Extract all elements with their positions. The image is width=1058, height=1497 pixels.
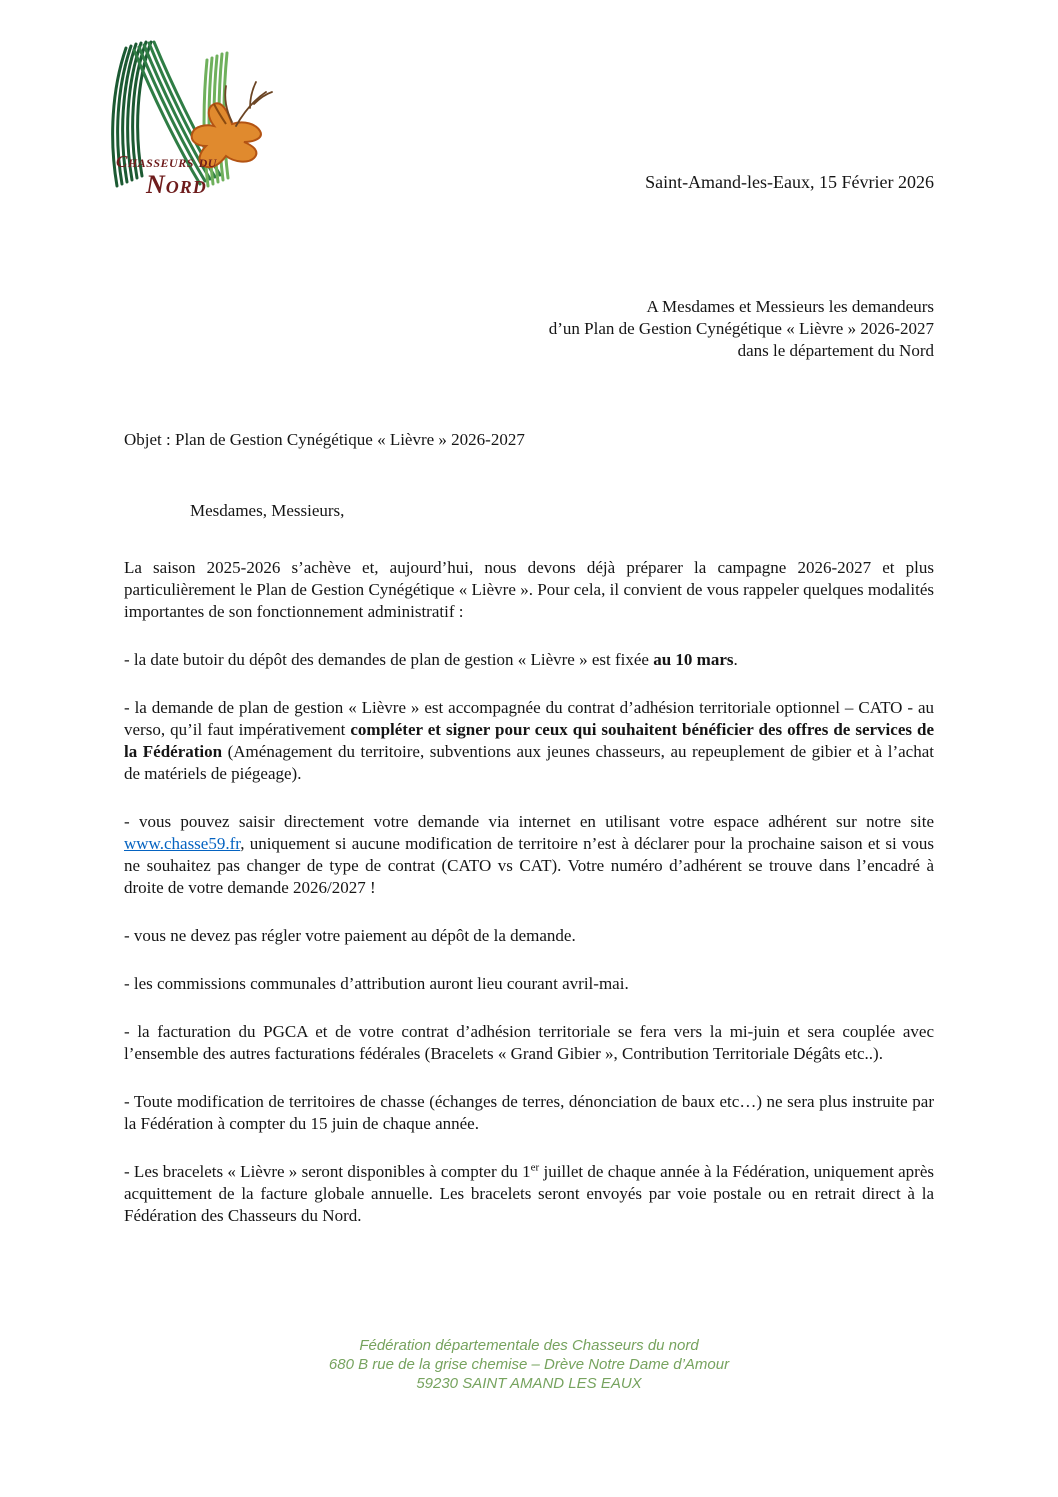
body-paragraph <box>124 1161 934 1227</box>
paragraph-text: - vous ne devez pas régler votre paiement au dépôt de la demande. <box>124 926 576 945</box>
footer-org-line: Fédération départementale des Chasseurs du nord <box>359 1337 699 1354</box>
body-paragraph <box>124 973 934 995</box>
salutation: Mesdames, Messieurs, <box>190 501 345 520</box>
paragraph-text: juillet de chaque année à la Fédération, uniquement après acquittement de la facture globale annuelle. Les bracelets seront envoyés par voie postale ou en retrait direct à la Fédération des Chasseurs du Nord. <box>124 1162 934 1225</box>
footer-address-block <box>0 1336 1058 1393</box>
paragraph-text: La saison 2025-2026 s’achève et, aujourd’hui, nous devons déjà préparer la campagne 2026-2027 et plus particulièrement le Plan de Gestion Cynégétique « Lièvre ». Pour cela, il convient de vous rappeler quelques modalités importantes de son fonctionnement administratif : <box>124 558 934 621</box>
body-paragraph <box>124 697 934 785</box>
subject-line: Objet : Plan de Gestion Cynégétique « Lièvre » 2026-2027 <box>124 430 525 449</box>
paragraph-text: - Les bracelets « Lièvre » seront disponibles à compter du 1 <box>124 1162 531 1181</box>
body-paragraph <box>124 925 934 947</box>
chasseurs-du-nord-logo <box>104 34 274 199</box>
paragraph-text: - vous pouvez saisir directement votre demande via internet en utilisant votre espace adhérent sur notre site <box>124 812 934 831</box>
paragraph-text: (Aménagement du territoire, subventions aux jeunes chasseurs, au repeuplement de gibier et à l’achat de matériels de piégeage). <box>124 742 934 783</box>
recipient-line: A Mesdames et Messieurs les demandeurs <box>646 297 934 316</box>
paragraph-text: - Toute modification de territoires de chasse (échanges de terres, dénonciation de baux etc…) ne sera plus instruite par la Fédération à compter du 15 juin de chaque année. <box>124 1092 934 1133</box>
logo-org-name-line2: Nord <box>146 170 207 199</box>
bold-text: compléter et signer pour ceux qui souhaitent bénéficier des offres de services de la Fédération <box>124 720 934 761</box>
letter-body <box>124 557 934 1253</box>
paragraph-text: - les commissions communales d’attribution auront lieu courant avril-mai. <box>124 974 629 993</box>
body-paragraph <box>124 649 934 671</box>
date-line: Saint-Amand-les-Eaux, 15 Février 2026 <box>645 172 934 192</box>
recipient-line: dans le département du Nord <box>737 341 934 360</box>
body-paragraph <box>124 1021 934 1065</box>
bold-text: au 10 mars <box>653 650 734 669</box>
body-paragraph <box>124 811 934 899</box>
paragraph-text: - la facturation du PGCA et de votre contrat d’adhésion territoriale se fera vers la mi-juin et sera couplée avec l’ensemble des autres facturations fédérales (Bracelets « Grand Gibier », Contribution Territoriale Dégâts etc..). <box>124 1022 934 1063</box>
body-paragraph <box>124 557 934 623</box>
footer-city-line: 59230 SAINT AMAND LES EAUX <box>416 1375 642 1392</box>
paragraph-text: , uniquement si aucune modification de territoire n’est à déclarer pour la prochaine saison et si vous ne souhaitez pas changer de type de contrat (CATO vs CAT). Votre numéro d’adhérent se trouve dans l’encadré à droite de votre demande 2026/2027 ! <box>124 834 934 897</box>
paragraph-text: - la date butoir du dépôt des demandes de plan de gestion « Lièvre » est fixée <box>124 650 654 669</box>
recipient-block <box>124 296 934 362</box>
chasse59-link[interactable]: www.chasse59.fr <box>124 834 241 853</box>
paragraph-text: . <box>733 650 738 669</box>
body-paragraph <box>124 1091 934 1135</box>
paragraph-text: - la demande de plan de gestion « Lièvre » est accompagnée du contrat d’adhésion territoriale optionnel – CATO - au verso, qu’il faut impérativement <box>124 698 934 739</box>
recipient-line: d’un Plan de Gestion Cynégétique « Lièvre » 2026-2027 <box>548 319 934 338</box>
ordinal-superscript: er <box>530 1161 540 1174</box>
footer-street-line: 680 B rue de la grise chemise – Drève Notre Dame d’Amour <box>328 1356 730 1373</box>
logo-org-name-line1: Chasseurs du <box>116 152 217 171</box>
